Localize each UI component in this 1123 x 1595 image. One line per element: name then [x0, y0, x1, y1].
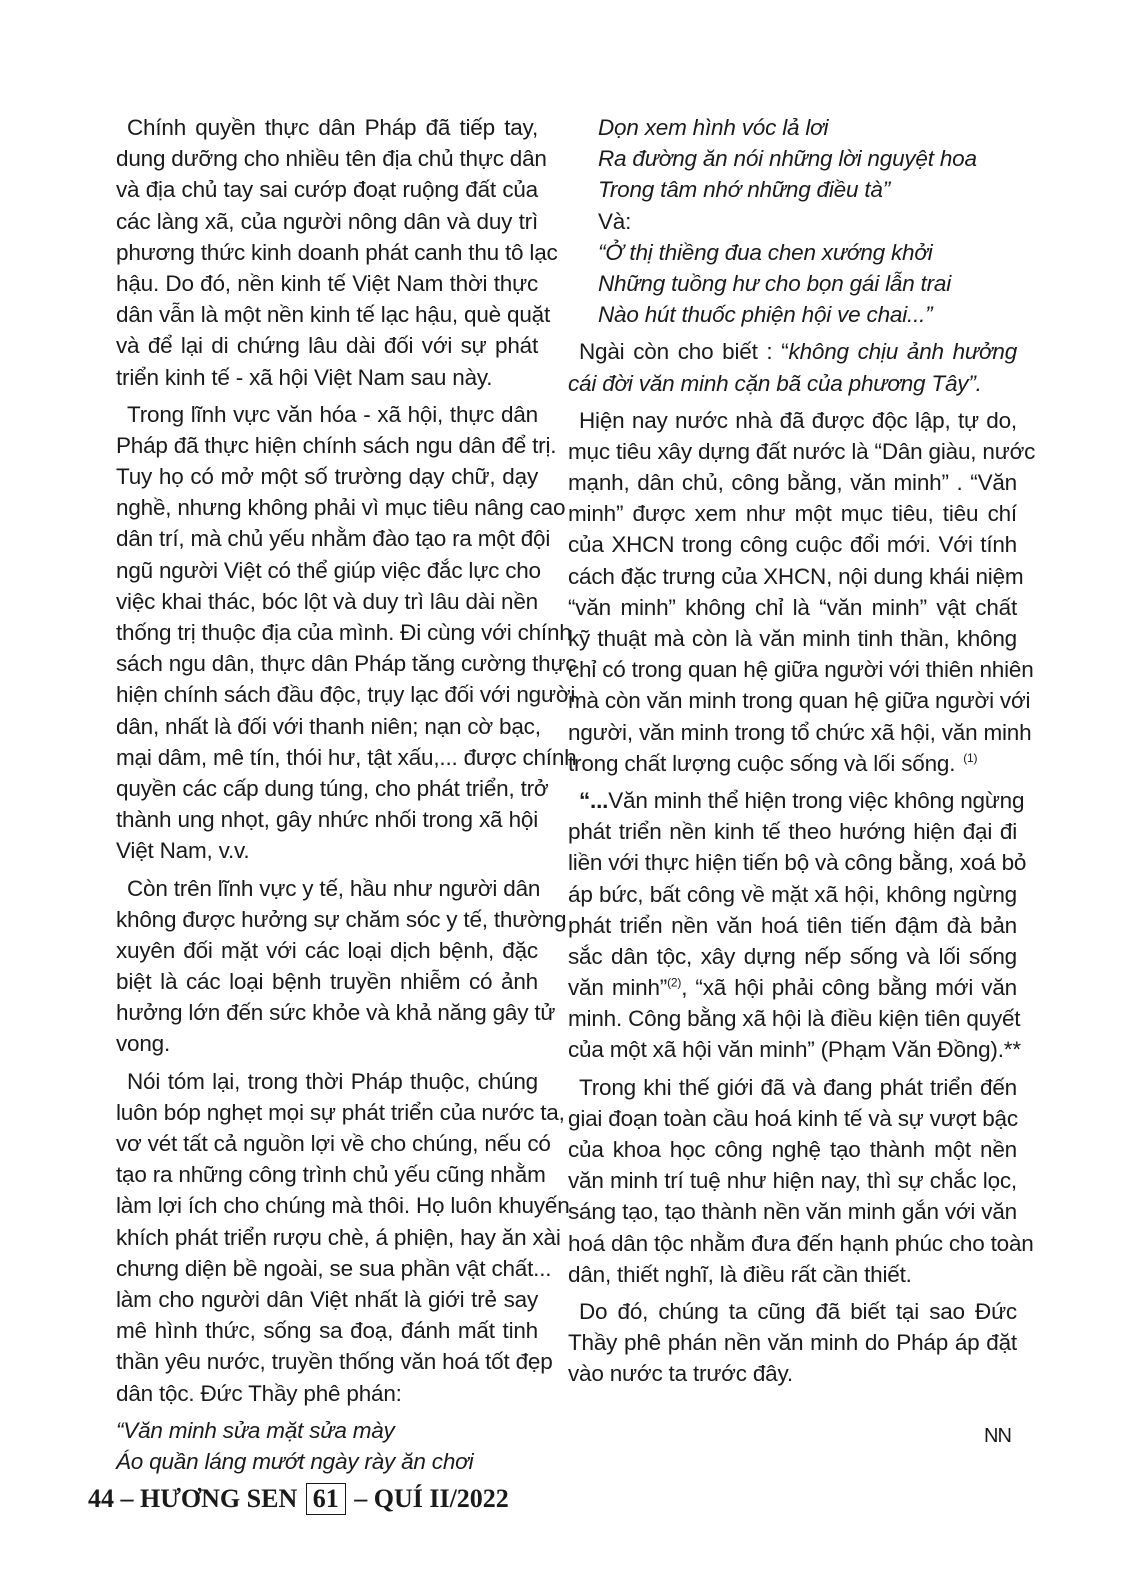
paragraph-line: dân vẫn là một nền kinh tế lạc hậu, què quặt [116, 302, 551, 328]
poem-quote-left [116, 1415, 538, 1477]
paragraph-line [568, 785, 1025, 816]
paragraph-line: dân, nhất là đối với thanh niên; nạn cờ bạc, [116, 713, 541, 739]
paragraph-line: việc khai thác, bóc lột và duy trì lâu dài nền [116, 588, 538, 614]
paragraph-line: thần yêu nước, truyền thống văn hoá tốt đẹp [116, 1349, 553, 1375]
paragraph-line: của XHCN trong công cuộc đổi mới. Với tính [568, 532, 1017, 558]
paragraph-line: Chính quyền thực dân Pháp đã tiếp tay, [127, 115, 538, 140]
paragraph-line: minh” được xem như một mục tiêu, tiêu chí [568, 501, 1017, 527]
paragraph-colonial-economy [116, 112, 558, 393]
paragraph-line: thành ung nhọt, gây nhức nhối trong xã hội [116, 807, 538, 833]
paragraph-line: hưởng lớn đến sức khỏe và khả năng gây tử [116, 1000, 556, 1026]
paragraph-line: cách đặc trưng của XHCN, nội dung khái niệm [568, 563, 1024, 589]
paragraph-line: kỹ thuật mà còn là văn minh tinh thần, không [568, 626, 1017, 651]
paragraph-line: hoá dân tộc nhằm đưa đến hạnh phúc cho toàn [568, 1230, 1034, 1256]
paragraph-line: quyền các cấp dung túng, cho phát triển, trở [116, 775, 549, 801]
paragraph-line: thống trị thuộc địa của mình. Đi cùng với chính [116, 620, 572, 645]
paragraph-line: mạnh, dân chủ, công bằng, văn minh” . “Văn [568, 470, 1017, 496]
page-number: 44 [88, 1484, 114, 1513]
line-text: , “xã hội phải công bằng mới văn [681, 975, 1017, 1001]
paragraph-line: Còn trên lĩnh vực y tế, hầu như người dân [127, 875, 541, 901]
paragraph-line: dân trí, mà chủ yếu nhằm đào tạo ra một đội [116, 526, 551, 552]
paragraph-line: Pháp đã thực hiện chính sách ngu dân để trị. [116, 432, 557, 458]
ngai-quote-line-1: Ngài còn cho biết : “không chịu ảnh hưởng [579, 339, 1018, 365]
paragraph-line: biệt là các loại bệnh truyền nhiễm có ảnh [116, 969, 538, 995]
paragraph-line: Hiện nay nước nhà đã được độc lập, tự do, [579, 407, 1017, 433]
paragraph-conclusion [568, 1296, 1017, 1390]
paragraph-line: Nói tóm lại, trong thời Pháp thuộc, chúng [127, 1068, 538, 1094]
page-footer [88, 1483, 509, 1515]
poem-quote-right-2 [568, 237, 1017, 331]
paragraph-line: các làng xã, của người nông dân và duy trì [116, 208, 538, 234]
paragraph-line: mê hình thức, sống sa đoạ, đánh mất tinh [116, 1318, 538, 1344]
paragraph-line: Thầy phê phán nền văn minh do Pháp áp đặt [568, 1330, 1017, 1356]
paragraph-summary [116, 1066, 570, 1409]
paragraph-present-day [568, 405, 1036, 779]
paragraph-line: mục tiêu xây dựng đất nước là “Dân giàu, nước [568, 438, 1036, 464]
poem-line: “Ở thị thiềng đua chen xướng khởi [598, 239, 933, 265]
paragraph-health [116, 873, 567, 1060]
paragraph-line: sắc dân tộc, xây dựng nếp sống và lối sống [568, 943, 1017, 969]
paragraph-civilization-quote [568, 785, 1027, 1066]
paragraph-line: luôn bóp nghẹt mọi sự phát triển của nước ta, [116, 1099, 565, 1125]
poem-line: Trong tâm nhớ những điều tà” [598, 177, 891, 203]
issue-period: QUÍ II/2022 [373, 1484, 509, 1513]
paragraph-line: phát triển nền kinh tế theo hướng hiện đại đi [568, 819, 1017, 845]
poem-quote-right-1 [568, 112, 1017, 206]
quote-open-mark: “... [579, 787, 609, 813]
paragraph-line: dung dưỡng cho nhiều tên địa chủ thực dân [116, 146, 547, 172]
paragraph-line: “văn minh” không chỉ là “văn minh” vật chất [568, 594, 1017, 620]
paragraph-line: triển kinh tế - xã hội Việt Nam sau này. [116, 364, 493, 390]
paragraph-line: Trong lĩnh vực văn hóa - xã hội, thực dân [127, 401, 538, 427]
paragraph-line: làm cho người dân Việt nhất là giới trẻ say [116, 1286, 538, 1312]
paragraph-line: giai đoạn toàn cầu hoá kinh tế và sự vượt bậc [568, 1105, 1018, 1131]
paragraph-globalization [568, 1072, 1034, 1290]
poem-line: Nào hút thuốc phiện hội ve chai...” [598, 302, 933, 328]
paragraph-line: phát triển nền văn hoá tiên tiến đậm đà bản [568, 912, 1017, 938]
line-text: trong chất lượng cuộc sống và lối sống. [568, 750, 956, 776]
paragraph-line: mại dâm, mê tín, thói hư, tật xấu,... được chính [116, 744, 577, 770]
footnote-ref-1: (1) [963, 751, 978, 766]
paragraph-line [568, 972, 1017, 1003]
and-label-line [568, 206, 1017, 237]
line-text: văn minh” [568, 975, 668, 1001]
paragraph-line: người, văn minh trong tổ chức xã hội, văn minh [568, 719, 1032, 745]
paragraph-line: chỉ có trong quan hệ giữa người với thiên nhiên [568, 657, 1034, 683]
poem-line: “Văn minh sửa mặt sửa mày [116, 1417, 395, 1443]
footnote-ref-2: (2) [667, 975, 682, 990]
paragraph-line: mà còn văn minh trong quan hệ giữa người với [568, 688, 1031, 714]
paragraph-line [568, 748, 1017, 779]
poem-line: Dọn xem hình vóc lả lơi [598, 115, 829, 140]
right-column [568, 112, 1036, 1396]
paragraph-line: xuyên đối mặt với các loại dịch bệnh, đặc [116, 937, 538, 963]
paragraph-line: và địa chủ tay sai cướp đoạt ruộng đất của [116, 177, 538, 203]
paragraph-culture-society [116, 399, 577, 867]
paragraph-ngai-quote [568, 336, 1017, 398]
left-column [116, 112, 577, 1477]
paragraph-line: của một xã hội văn minh” (Phạm Văn Đồng).** [568, 1037, 1021, 1063]
footer-dash-2: – [354, 1484, 368, 1513]
paragraph-line: vào nước ta trước đây. [568, 1361, 793, 1387]
ngai-quote-line-2: cái đời văn minh cặn bã của phương Tây”. [568, 370, 982, 396]
paragraph-line: áp bức, bất công về mặt xã hội, không ngừng [568, 881, 1017, 907]
author-signature: NN [984, 1425, 1011, 1447]
line-text: Văn minh thể hiện trong việc không ngừng [608, 787, 1025, 813]
paragraph-line: Tuy họ có mở một số trường dạy chữ, dạy [116, 464, 538, 490]
paragraph-line: hậu. Do đó, nền kinh tế Việt Nam thời thực [116, 270, 538, 296]
paragraph-line: ngũ người Việt có thể giúp việc đắc lực cho [116, 557, 541, 583]
paragraph-line: tạo ra những công trình chủ yếu cũng nhằm [116, 1162, 546, 1188]
paragraph-line: của khoa học công nghệ tạo thành một nền [568, 1137, 1017, 1162]
poem-line: Áo quần láng mướt ngày rày ăn chơi [116, 1448, 474, 1474]
paragraph-line: làm lợi ích cho chúng mà thôi. Họ luôn khuyến [116, 1193, 570, 1219]
paragraph-line: Việt Nam, v.v. [116, 838, 250, 864]
paragraph-line: sáng tạo, tạo thành nền văn minh gắn với văn [568, 1199, 1017, 1225]
footer-dash-1: – [120, 1484, 134, 1513]
paragraph-line: liền với thực hiện tiến bộ và công bằng, xoá bỏ [568, 850, 1027, 876]
poem-line: Ra đường ăn nói những lời nguyệt hoa [598, 146, 977, 172]
paragraph-line: vong. [116, 1031, 171, 1057]
paragraph-line: dân tộc. Đức Thầy phê phán: [116, 1380, 402, 1406]
paragraph-line: minh. Công bằng xã hội là điều kiện tiên quyết [568, 1006, 1021, 1032]
paragraph-line: Do đó, chúng ta cũng đã biết tại sao Đức [579, 1298, 1017, 1324]
paragraph-line: dân, thiết nghĩ, là điều rất cần thiết. [568, 1261, 912, 1287]
poem-line: Những tuồng hư cho bọn gái lẫn trai [598, 270, 952, 296]
paragraph-line: và để lại di chứng lâu dài đối với sự phát [116, 333, 538, 359]
paragraph-line: văn minh trí tuệ như hiện nay, thì sự chắc lọc, [568, 1168, 1017, 1194]
paragraph-line: không được hưởng sự chăm sóc y tế, thường [116, 906, 567, 932]
paragraph-line: sách ngu dân, thực dân Pháp tăng cường thực [116, 651, 577, 677]
paragraph-line: khích phát triển rượu chè, á phiện, hay ăn xài [116, 1224, 561, 1250]
paragraph-line: vơ vét tất cả nguồn lợi về cho chúng, nếu có [116, 1131, 551, 1156]
and-label: Và: [598, 208, 632, 234]
magazine-name: HƯƠNG SEN [140, 1484, 298, 1513]
paragraph-line: chưng diện bề ngoài, se sua phần vật chất... [116, 1255, 552, 1281]
paragraph-line: hiện chính sách đầu độc, trụy lạc đối với người [116, 682, 576, 708]
paragraph-line: Trong khi thế giới đã và đang phát triển đến [579, 1074, 1017, 1100]
issue-number-box: 61 [306, 1483, 346, 1515]
paragraph-line: phương thức kinh doanh phát canh thu tô lạc [116, 239, 558, 265]
paragraph-line: nghề, nhưng không phải vì mục tiêu nâng cao [116, 495, 566, 521]
